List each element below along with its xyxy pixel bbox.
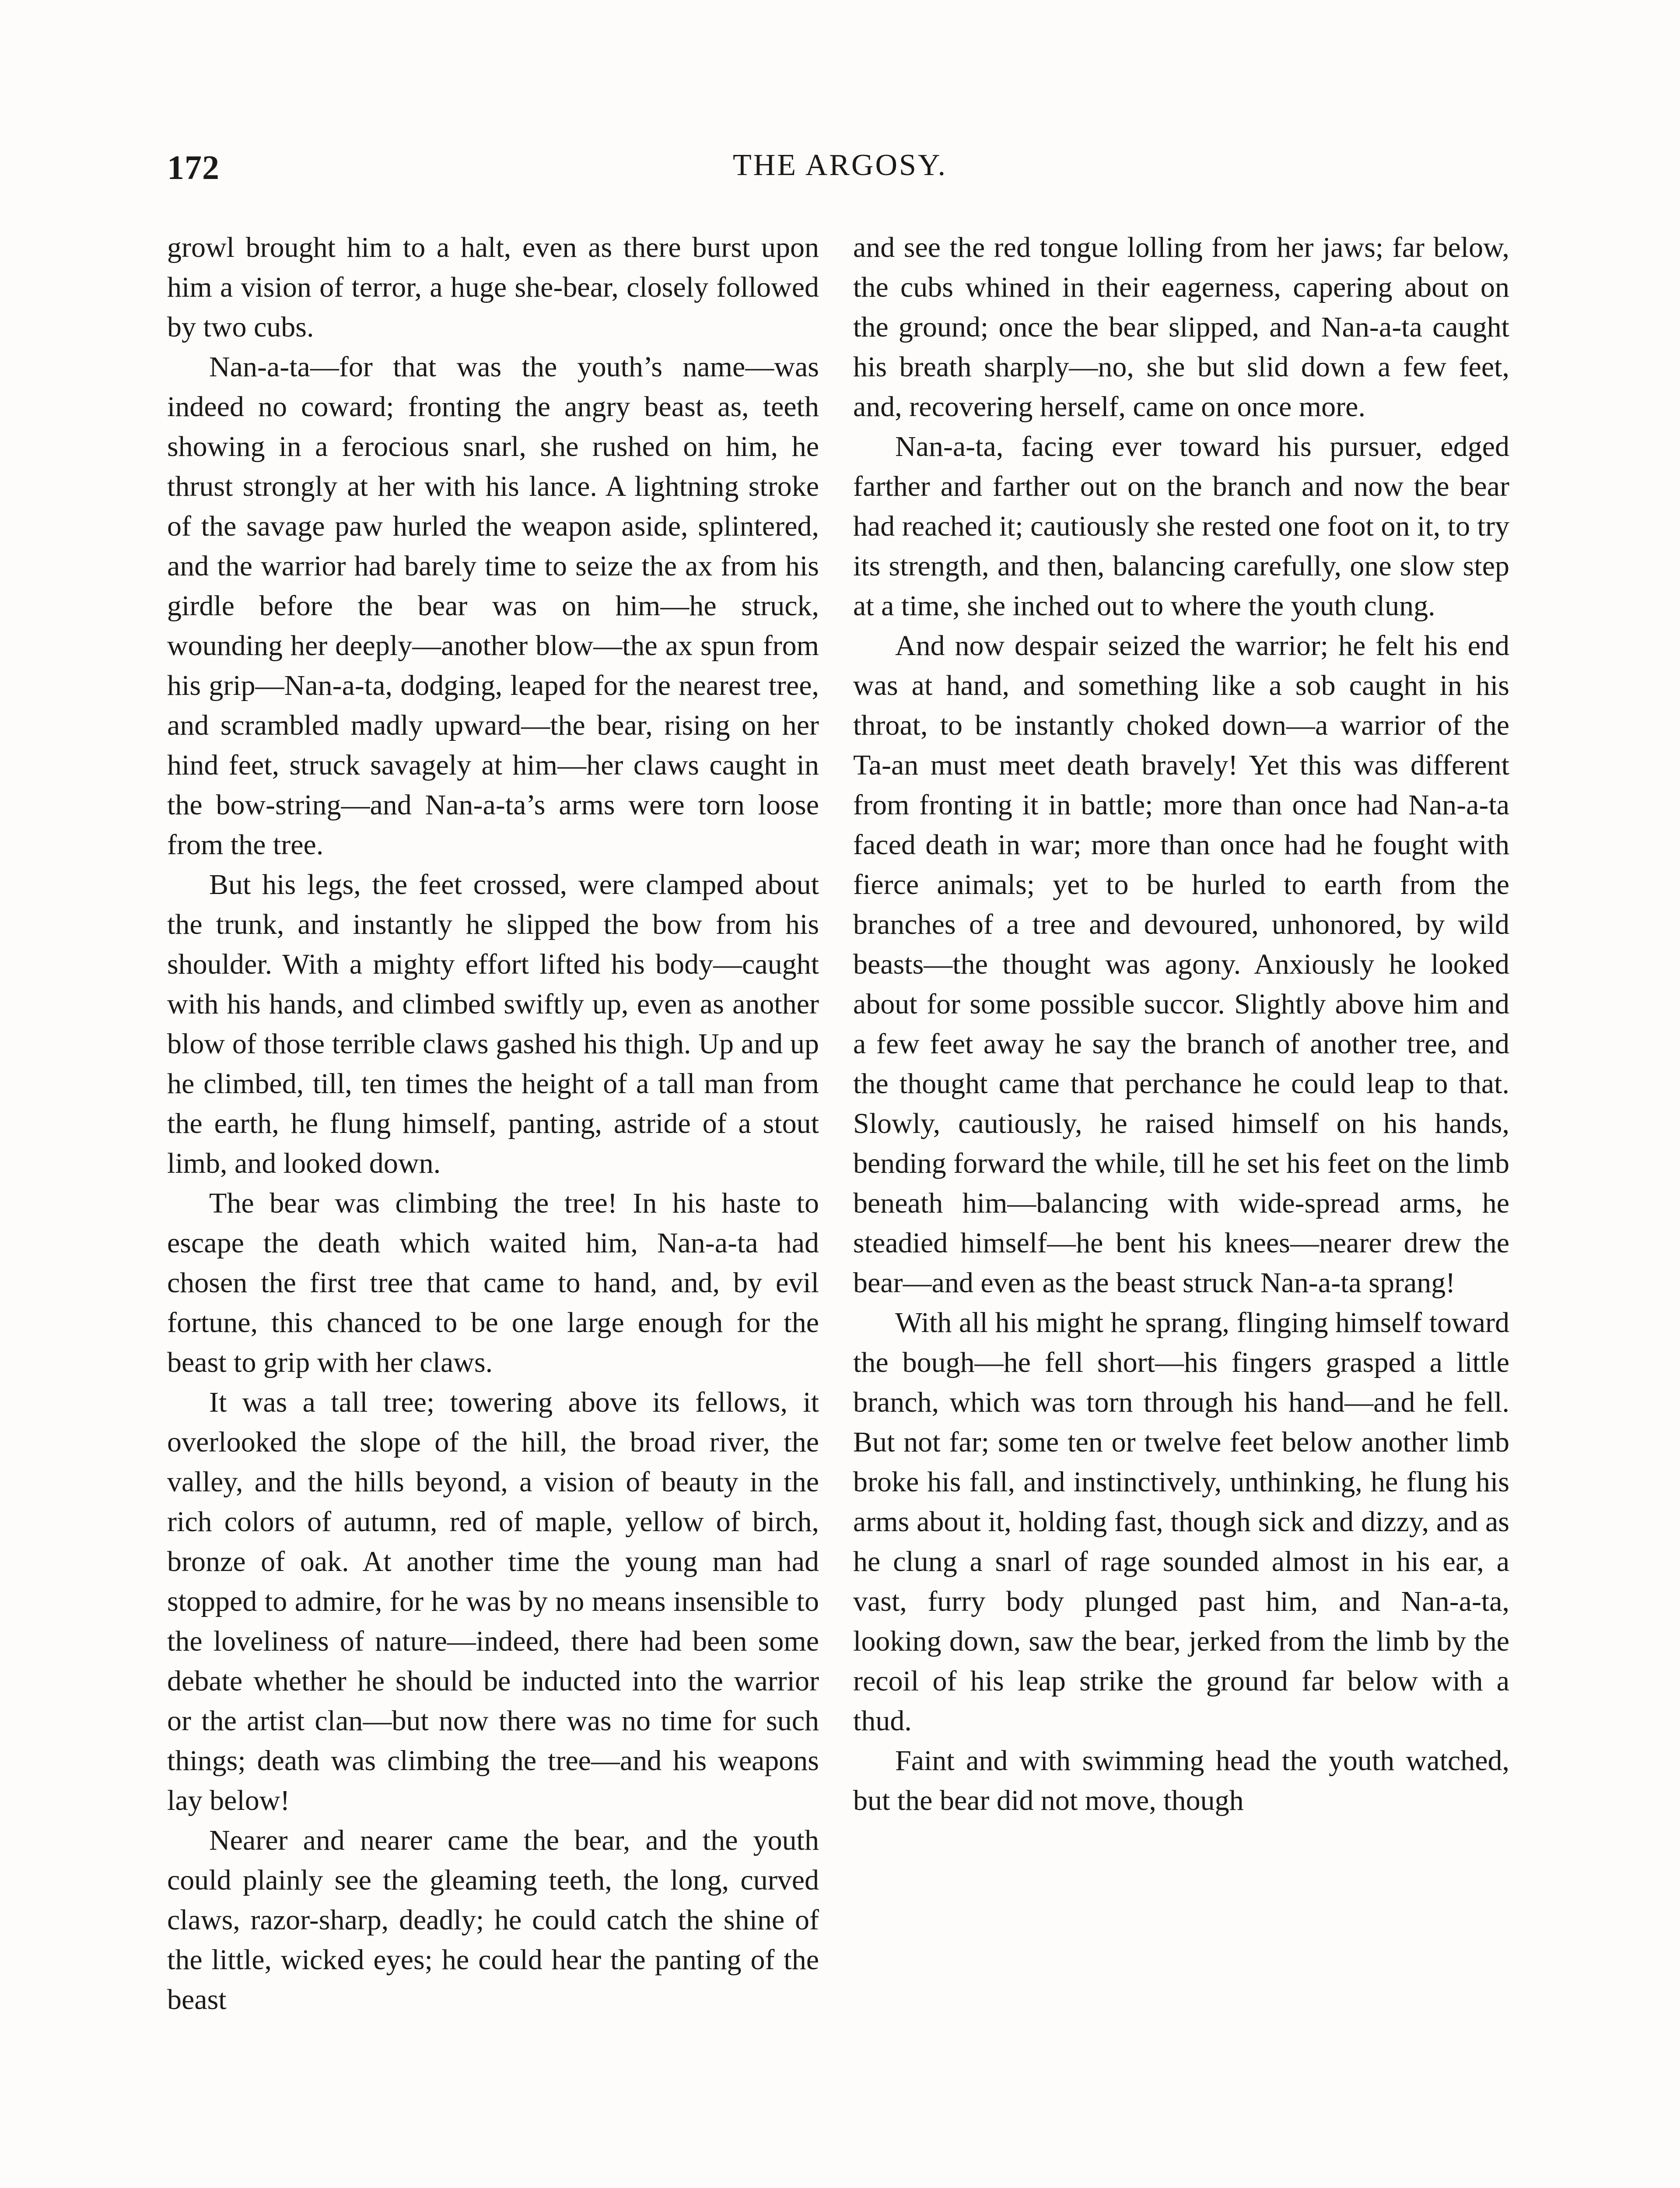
running-head: THE ARGOSY. bbox=[732, 148, 947, 182]
paragraph: But his legs, the feet crossed, were clamped about the trunk, and instantly he slipped the bow from his shoulder. With a mighty effort lifted his body—caught with his hands, and climbed swiftly up, even as another blow of those terrible claws gashed his thigh. Up and up he climbed, till, ten times the height of a tall man from the earth, he flung himself, panting, astride of a stout limb, and looked down. bbox=[167, 869, 819, 1179]
right-column bbox=[853, 228, 1509, 1820]
paragraph: growl brought him to a halt, even as there burst upon him a vision of terror, a huge she-bear, closely followed by two cubs. bbox=[167, 231, 819, 343]
paragraph: With all his might he sprang, flinging himself toward the bough—he fell short—his fingers grasped a little branch, which was torn through his hand—and he fell. But not far; some ten or twelve feet below another limb broke his fall, and instinctively, unthinking, he flung his arms about it, holding fast, though sick and dizzy, and as he clung a snarl of rage sounded almost in his ear, a vast, furry body plunged past him, and Nan-a-ta, looking down, saw the bear, jerked from the limb by the recoil of his leap strike the ground far below with a thud. bbox=[853, 1307, 1509, 1737]
paragraph: Nan-a-ta—for that was the youth’s name—was indeed no coward; fronting the angry beast as, teeth showing in a ferocious snarl, she rushed on him, he thrust strongly at her with his lance. A lightning stroke of the savage paw hurled the weapon aside, splintered, and the warrior had barely time to seize the ax from his girdle before the bear was on him—he struck, wounding her deeply—another blow—the ax spun from his grip—Nan-a-ta, dodging, leaped for the nearest tree, and scrambled madly upward—the bear, rising on her hind feet, struck savagely at him—her claws caught in the bow-string—and Nan-a-ta’s arms were torn loose from the tree. bbox=[167, 351, 819, 861]
paragraph: Nearer and nearer came the bear, and the youth could plainly see the gleaming teeth, the long, curved claws, razor-sharp, deadly; he could catch the shine of the little, wicked eyes; he could hear the panting of the beast bbox=[167, 1824, 819, 2016]
paragraph: And now despair seized the warrior; he felt his end was at hand, and something like a sob caught in his throat, to be instantly choked down—a warrior of the Ta-an must meet death bravely! Yet this was different from fronting it in battle; more than once had Nan-a-ta faced death in war; more than once had he fought with fierce animals; yet to be hurled to earth from the branches of a tree and devoured, unhonored, by wild beasts—the thought was agony. Anxiously he looked about for some possible succor. Slightly above him and a few feet away he say the branch of another tree, and the thought came that perchance he could leap to that. Slowly, cautiously, he raised himself on his hands, bending forward the while, till he set his feet on the limb beneath him—balancing with wide-spread arms, he steadied himself—he bent his knees—nearer drew the bear—and even as the beast struck Nan-a-ta sprang! bbox=[853, 630, 1509, 1299]
paragraph: and see the red tongue lolling from her jaws; far below, the cubs whined in their eagerness, capering about on the ground; once the bear slipped, and Nan-a-ta caught his breath sharply—no, she but slid down a few feet, and, recovering herself, came on once more. bbox=[853, 231, 1509, 423]
page-number: 172 bbox=[167, 148, 220, 186]
paragraph: The bear was climbing the tree! In his haste to escape the death which waited him, Nan-a-ta had chosen the first tree that came to hand, and, by evil fortune, this chanced to be one large enough for the beast to grip with her claws. bbox=[167, 1187, 819, 1378]
paragraph: Nan-a-ta, facing ever toward his pursuer, edged farther and farther out on the branch and now the bear had reached it; cautiously she rested one foot on it, to try its strength, and then, balancing carefully, one slow step at a time, she inched out to where the youth clung. bbox=[853, 431, 1509, 622]
left-column bbox=[167, 228, 819, 2020]
paragraph: It was a tall tree; towering above its fellows, it overlooked the slope of the hill, the broad river, the valley, and the hills beyond, a vision of beauty in the rich colors of autumn, red of maple, yellow of birch, bronze of oak. At another time the young man had stopped to admire, for he was by no means insensible to the loveliness of nature—indeed, there had been some debate whether he should be inducted into the warrior or the artist clan—but now there was no time for such things; death was climbing the tree—and his weapons lay below! bbox=[167, 1386, 819, 1816]
paragraph: Faint and with swimming head the youth watched, but the bear did not move, though bbox=[853, 1745, 1509, 1816]
